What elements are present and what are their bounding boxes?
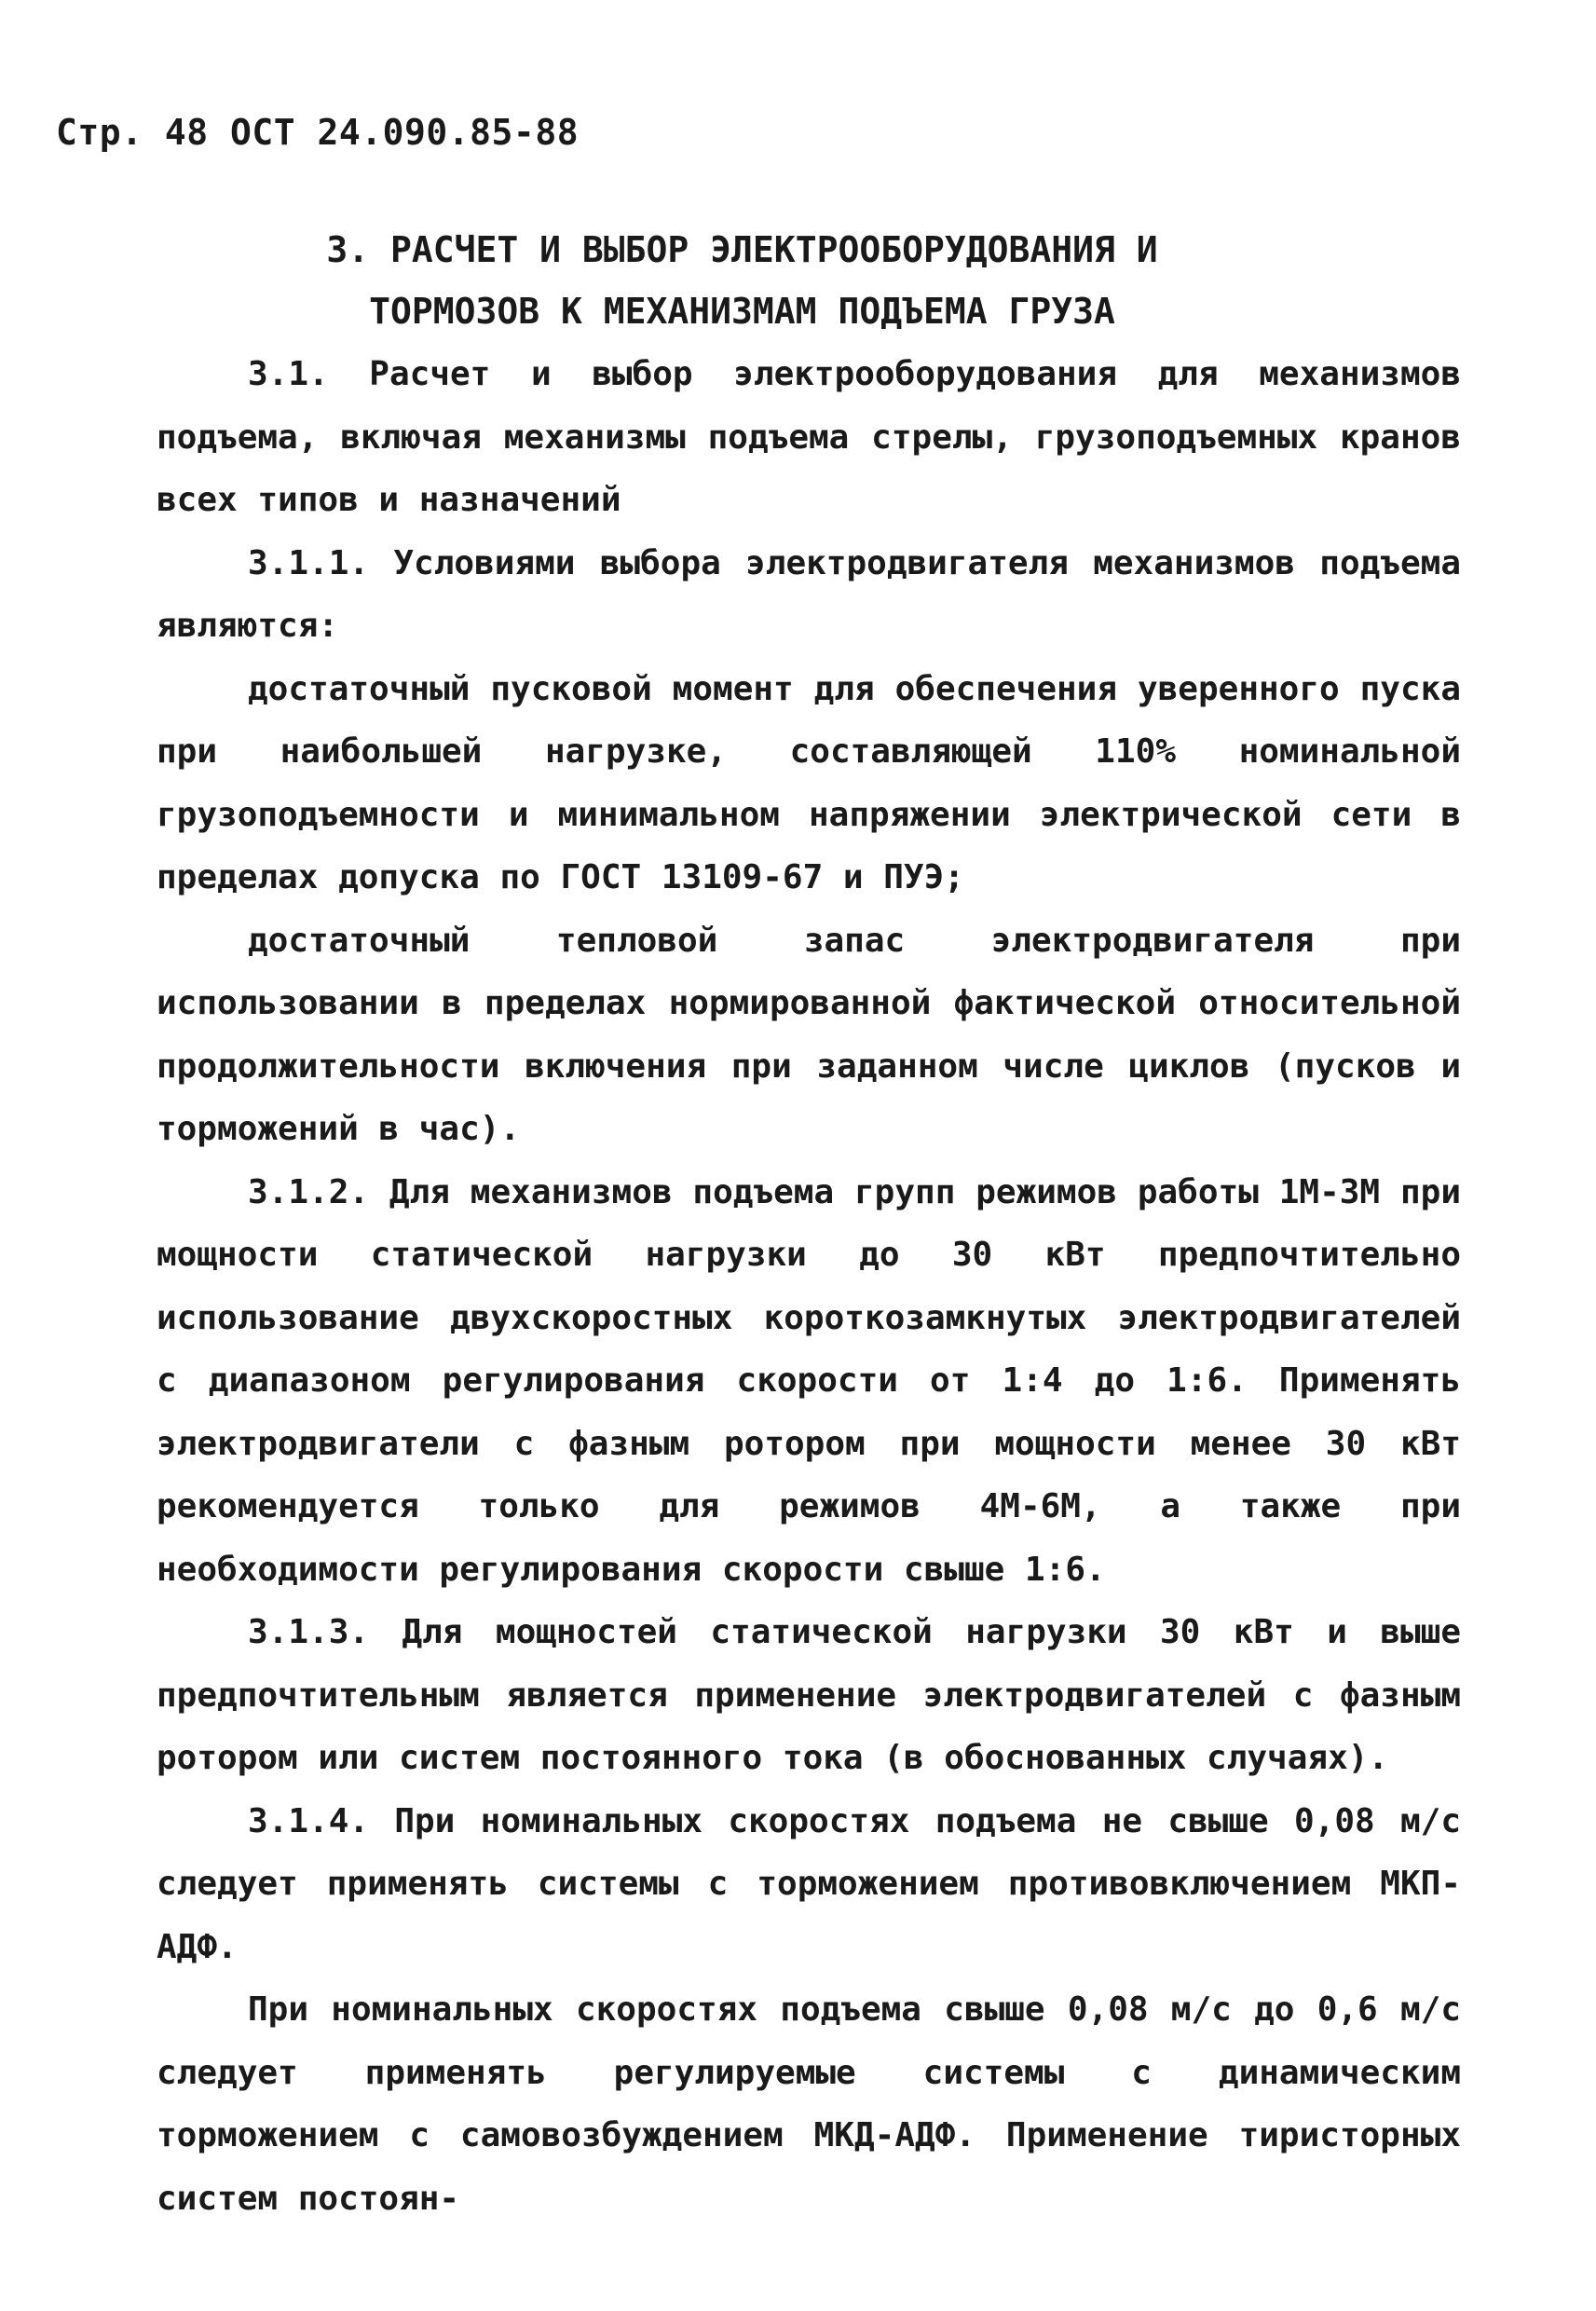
paragraph-thermal-reserve: достаточный тепловой запас электродвигателя при использовании в пределах нормированной фактической относительной продолжительности включения при заданном числе циклов (пусков и торможений в час). [157, 921, 1461, 1148]
paragraph-3-1-2: 3.1.2. Для механизмов подъема групп режимов работы 1М-3М при мощности статической нагрузки до 30 кВт предпочтительно использование двухскоростных короткозамкнутых электродвигателей с диапазоном регулирования скорости от 1:4 до 1:6. Применять электродвигатели с фазным ротором при мощности менее 30 кВт рекомендуется только для режимов 4М-6М, а также при необходимости регулирования скорости свыше 1:6. [157, 1172, 1461, 1589]
section-title [0, 219, 1596, 342]
page-header: Стр. 48 ОСТ 24.090.85-88 [56, 112, 580, 153]
section-title-line-2: ТОРМОЗОВ К МЕХАНИЗМАМ ПОДЪЕМА ГРУЗА [369, 291, 1115, 332]
paragraph-3-1-3: 3.1.3. Для мощностей статической нагрузки 30 кВт и выше предпочтительным является применение электродвигателей с фазным ротором или систем постоянного тока (в обоснованных случаях). [157, 1613, 1461, 1777]
section-title-line-1: 3. РАСЧЕТ И ВЫБОР ЭЛЕКТРООБОРУДОВАНИЯ И [326, 229, 1158, 270]
paragraph-3-1-4: 3.1.4. При номинальных скоростях подъема не свыше 0,08 м/с следует применять системы с торможением противовключением МКП-АДФ. [157, 1801, 1461, 1966]
paragraph-start-torque: достаточный пусковой момент для обеспечения уверенного пуска при наибольшей нагрузке, составляющей 110% номинальной грузоподъемности и минимальном напряжении электрической сети в пределах допуска по ГОСТ 13109-67 и ПУЭ; [157, 669, 1461, 896]
paragraph-3-1: 3.1. Расчет и выбор электрооборудования для механизмов подъема, включая механизмы подъема стрелы, грузоподъемных кранов всех типов и назначений [157, 355, 1461, 519]
paragraph-3-1-1: 3.1.1. Условиями выбора электродвигателя механизмов подъема являются: [157, 543, 1461, 645]
paragraph-speed-systems: При номинальных скоростях подъема свыше 0,08 м/с до 0,6 м/с следует применять регулируемые системы с динамическим торможением с самовозбуждением МКД-АДФ. Применение тиристорных систем постоян- [157, 1990, 1461, 2218]
document-body [157, 343, 1461, 2230]
